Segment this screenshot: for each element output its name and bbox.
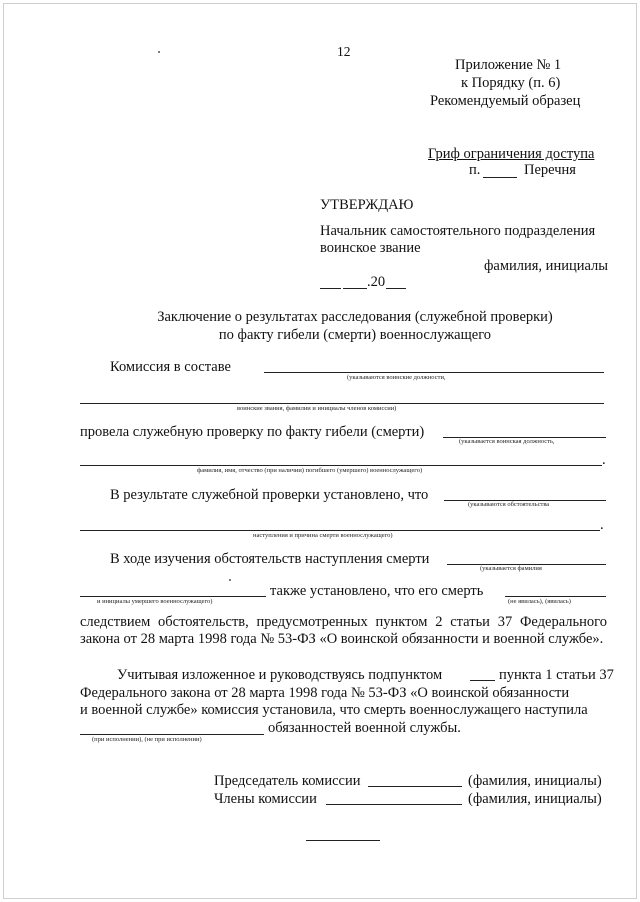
access-clause-prefix: п. — [469, 162, 481, 178]
commission-hint-2: воинские звания, фамилии и инициалы членов комиссии) — [237, 405, 397, 412]
commission-blank-2 — [80, 403, 604, 404]
check-hint-1: (указывается воинская должность, — [459, 438, 555, 445]
document-title-line-1: Заключение о результатах расследования (служебной проверки) — [157, 309, 553, 325]
document-title-line-2: по факту гибели (смерти) военнослужащего — [218, 327, 492, 343]
approval-position: Начальник самостоятельного подразделения — [320, 223, 596, 239]
scan-border — [3, 3, 637, 899]
approval-heading: УТВЕРЖДАЮ — [320, 197, 414, 213]
appendix-line-1: Приложение № 1 — [455, 57, 562, 73]
approval-month-blank — [343, 288, 367, 289]
considering-blank — [80, 734, 264, 735]
access-restriction-title: Гриф ограничения доступа — [428, 146, 595, 162]
considering-line-2: Федерального закона от 28 марта 1998 года № 53-ФЗ «О воинской обязанности — [80, 685, 570, 701]
approval-name: фамилия, инициалы — [484, 258, 609, 274]
access-clause-blank — [483, 177, 517, 178]
approval-day-blank — [320, 288, 341, 289]
commission-blank-1 — [264, 372, 604, 373]
check-blank-2 — [80, 465, 602, 466]
study-hint-3: (не явилась), (явилась) — [508, 598, 571, 605]
study-hint-2: и инициалы умершего военнослужащего) — [97, 598, 213, 605]
chairman-name: (фамилия, инициалы) — [468, 773, 602, 789]
members-label: Члены комиссии — [214, 791, 317, 807]
study-blank-2 — [80, 596, 266, 597]
check-label: провела служебную проверку по факту гибели (смерти) — [80, 424, 425, 440]
chairman-label: Председатель комиссии — [214, 773, 361, 789]
commission-hint-1: (указываются воинские должности, — [347, 374, 446, 381]
result-hint-2: наступления и причина смерти военнослужащего) — [253, 532, 393, 539]
scan-speck — [229, 579, 231, 581]
consequence-paragraph: следствием обстоятельств, предусмотренных пунктом 2 статьи 37 Федерального закона от 28 марта 1998 года № 53-ФЗ «О воинской обязанности и военной службе». — [80, 614, 607, 647]
commission-label: Комиссия в составе — [110, 359, 231, 375]
approval-rank: воинское звание — [320, 240, 421, 256]
check-period: . — [602, 452, 606, 468]
result-hint-1: (указываются обстоятельства — [468, 501, 550, 508]
appendix-line-2: к Порядку (п. 6) — [461, 75, 561, 91]
scan-speck — [158, 51, 160, 53]
considering-line-3: и военной службе» комиссия установила, что смерть военнослужащего наступила — [80, 702, 588, 718]
considering-line-4: обязанностей военной службы. — [268, 720, 461, 736]
members-name: (фамилия, инициалы) — [468, 791, 602, 807]
page-number: 12 — [337, 44, 351, 59]
considering-hint: (при исполнении), (не при исполнении) — [92, 736, 202, 743]
chairman-signature-blank — [368, 786, 462, 787]
study-blank-3 — [505, 596, 606, 597]
result-blank-2 — [80, 530, 600, 531]
closing-rule — [306, 840, 380, 841]
study-label: В ходе изучения обстоятельств наступления смерти — [110, 551, 430, 567]
appendix-line-3: Рекомендуемый образец — [430, 93, 581, 109]
check-hint-2: фамилия, имя, отчество (при наличии) погибшего (умершего) военнослужащего) — [197, 467, 423, 474]
considering-line-1a: Учитывая изложенное и руководствуясь подпунктом — [117, 667, 443, 683]
result-label: В результате служебной проверки установлено, что — [110, 487, 429, 503]
members-signature-blank — [326, 804, 462, 805]
approval-date-year: .20 — [367, 274, 386, 290]
subclause-blank — [470, 680, 495, 681]
study-hint-1: (указывается фамилия — [480, 565, 542, 572]
study-also-text: также установлено, что его смерть — [270, 583, 484, 599]
access-clause-suffix: Перечня — [524, 162, 576, 178]
approval-year-blank — [386, 288, 406, 289]
result-period: . — [600, 517, 604, 533]
considering-line-1b: пункта 1 статьи 37 — [499, 667, 614, 683]
